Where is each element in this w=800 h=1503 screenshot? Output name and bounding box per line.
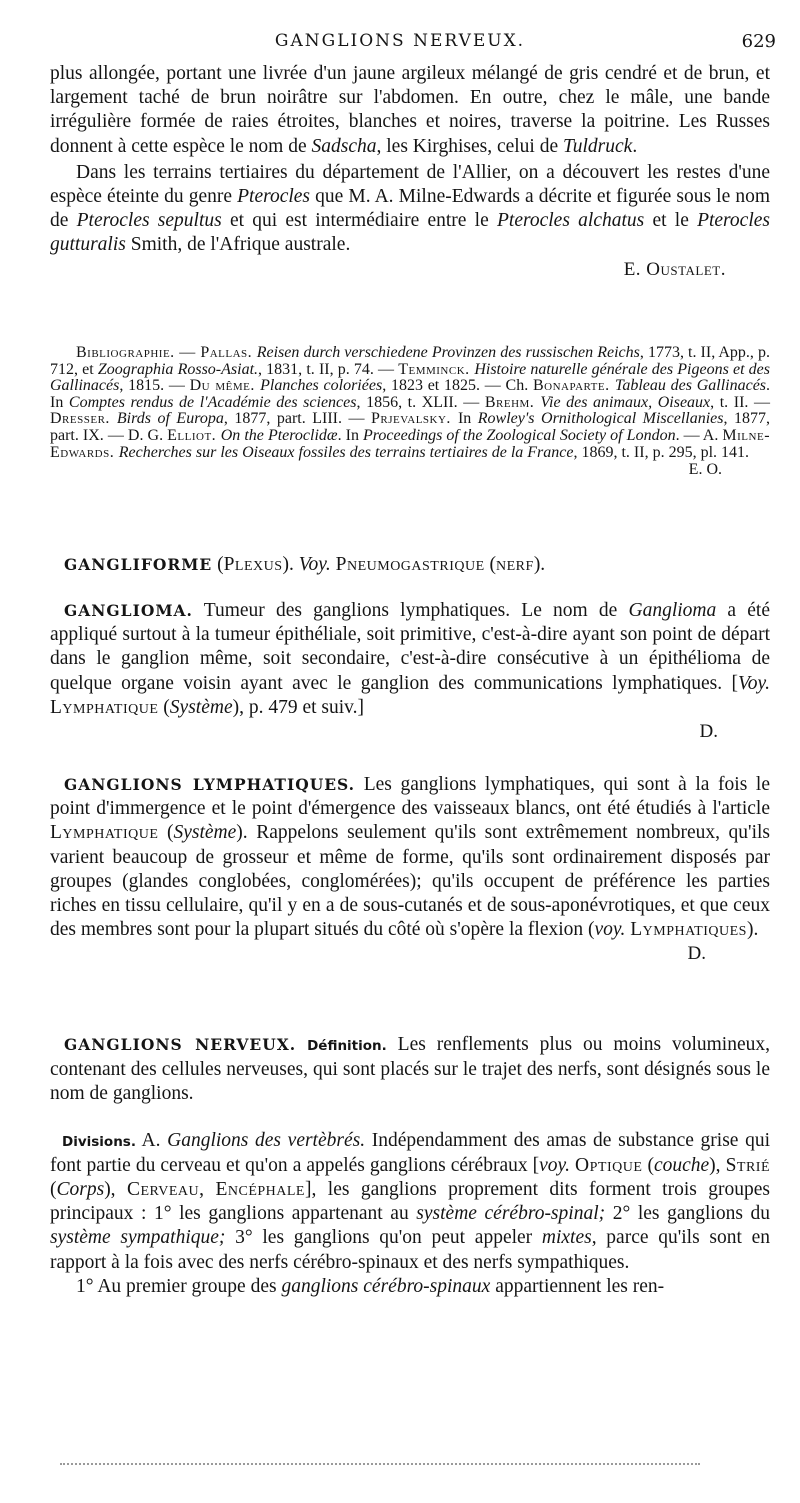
bibliography-text: Bibliographie. — Pallas. Reisen durch verschiedene Provinzen des russischen Reichs, 1773, t. II, App., p. 712, et Zoographia Rosso-Asiat., 1831, t. II, p. 74. — Temminck. Histoire naturelle générale des Pigeons et des Gallinacés, 1815. — Du même. Planches coloriées, 1823 et 1825. — Ch. Bonaparte. Tableau des Gallinacés. In Comptes rendus de l'Académie des sciences, 1856, t. XLII. — Brehm. Vie des animaux, Oiseaux, t. II. — Dresser. Birds of Europa, 1877, part. LIII. — Prjevalsky. In Rowley's Ornithological Miscellanies, 1877, part. IX. — D. G. Elliot. On the Pteroclidæ. In Proceedings of the Zoological Society of London. — A. Milne-Edwards. Recherches sur les Oiseaux fossiles des terrains tertiaires de la France, 1869, t. II, p. 295, pl. 141. [50,344,771,461]
entry-headword: GANGLIFORME [64,555,213,574]
author-signature: E. Oustalet. [623,258,726,280]
entry-gangliforme [50,553,770,577]
entry-ganglions-nerveux [50,1033,770,1299]
page-number: 629 [741,31,776,52]
entry-headword: GANGLIONS NERVEUX. [64,1035,297,1054]
divisions-paragraph: Divisions. A. Ganglions des vertèbrés. Indépendamment des amas de substance grise qui font partie du cerveau et qu'on a appelés ganglions cérébraux [voy. Optique (couche), Strié (Corps), Cerveau, Encéphale], les ganglions proprement dits forment trois groupes principaux : 1° les ganglions appartenant au système cérébro-spinal; 2° les ganglions du système sympathique; 3° les ganglions qu'on peut appeler mixtes, parce qu'ils sont en rapport à la fois avec des nerfs cérébro-spinaux et des nerfs sympathiques. [50,1129,771,1273]
entry-headword: GANGLIOMA. [64,601,193,620]
bibliography-signature: E. O. [688,461,722,479]
previous-article-end [50,62,770,282]
entry-ganglions-lymphatiques [50,773,770,966]
paragraph: Dans les terrains tertiaires du département de l'Allier, on a découvert les restes d'une espèce éteinte du genre Pterocles que M. A. Milne-Edwards a décrite et figurée sous le nom de Pterocles sepultus et qui est intermédiaire entre le Pterocles alchatus et le Pterocles gutturalis Smith, de l'Afrique australe. [50,161,770,256]
entry-headword: GANGLIONS LYMPHATIQUES. [64,775,356,794]
definition-paragraph: GANGLIONS NERVEUX. Définition. Les renflements plus ou moins volumineux, contenant des cellules nerveuses, qui sont placés sur le trajet des nerfs, sont désignés sous le nom de ganglions. [50,1034,771,1105]
running-title: GANGLIONS NERVEUX. [274,31,526,51]
definition-label: Définition. [307,1038,387,1054]
entry-ganglioma [50,599,770,744]
divisions-label: Divisions. [62,1133,136,1150]
page-bottom-rule [60,1463,700,1465]
entry-text: GANGLIOMA. Tumeur des ganglions lymphatiques. Le nom de Ganglioma a été appliqué surtout à la tumeur épithéliale, soit primitive, c'est-à-dire ayant son point de départ dans le ganglion même, soit secondaire, c'est-à-dire consécutive à un épithélioma de quelque organe voisin ayant avec le ganglion des communications lymphatiques. [Voy. Lymphatique (Système), p. 479 et suiv.] [50,600,770,718]
entry-text: GANGLIFORME (Plexus). Voy. Pneumogastrique (nerf). [64,554,546,575]
entry-text: GANGLIONS LYMPHATIQUES. Les ganglions lymphatiques, qui sont à la fois le point d'immergence et le point d'émergence des vaisseaux blancs, ont été étudiés à l'article Lymphatique (Système). Rappelons seulement qu'ils sont extrêmement nombreux, qu'ils varient beaucoup de grosseur et même de forme, qu'ils sont ordinairement disposés par groupes (glandes conglobées, conglomérées); qu'ils occupent de préférence les parties riches en tissu cellulaire, qu'il y en a de sous-cutanés et de sous-aponévrotiques, et que ceux des membres sont pour la plupart situés du côté où s'opère la flexion (voy. Lymphatiques). [50,774,770,941]
paragraph: 1° Au premier groupe des ganglions cérébro-spinaux appartiennent les ren- [76,1275,665,1297]
paragraph: plus allongée, portant une livrée d'un jaune argileux mélangé de gris cendré et de brun, et largement taché de brun noirâtre sur l'abdomen. En outre, chez le mâle, une bande irrégulière formée de raies étroites, blanches et noires, traverse la poitrine. Les Russes donnent à cette espèce le nom de Sadscha, les Kirghises, celui de Tuldruck. [50,63,770,157]
author-signature: D. [687,943,706,965]
running-header [0,31,800,55]
author-signature: D. [699,721,718,743]
bibliography [50,345,770,479]
